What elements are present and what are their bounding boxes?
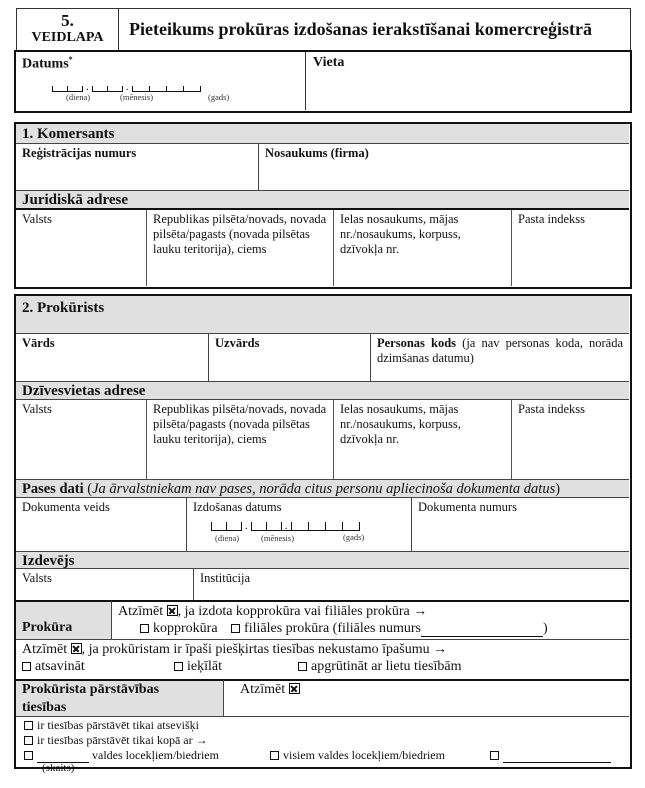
prokura-mark-pre: Atzīmēt — [118, 604, 167, 619]
other-checkbox[interactable] — [490, 751, 499, 760]
passport-note-close: ) — [555, 481, 561, 497]
registration-number-label: Reģistrācijas numurs — [22, 146, 137, 160]
residence-country-label: Valsts — [22, 402, 52, 416]
registration-number-field[interactable] — [16, 144, 259, 190]
separately-label: ir tiesības pārstāvēt tikai atsevišķi — [37, 718, 199, 732]
representation-options — [16, 716, 629, 774]
kopprokura-option[interactable] — [140, 621, 218, 636]
representation-mark-cell — [224, 679, 629, 716]
residence-postal-code-label: Pasta indekss — [518, 402, 586, 416]
property-rights-row — [16, 639, 629, 679]
prokura-label: Prokūra — [22, 620, 73, 635]
passport-note-open: ( — [83, 481, 93, 497]
prokura-mark-post: , ja izdota kopprokūra vai filiāles prokūra → — [177, 604, 428, 619]
all-board-checkbox[interactable] — [270, 751, 279, 760]
jointly-label: ir tiesības pārstāvēt tikai kopā ar → — [37, 733, 208, 747]
company-name-label: Nosaukums (firma) — [265, 146, 369, 160]
legal-address-city[interactable] — [147, 210, 334, 286]
residence-city[interactable] — [147, 400, 334, 479]
filiales-prokura-label: filiāles prokūra (filiāles numurs — [244, 621, 421, 636]
property-mark-post: , ja prokūristam ir īpaši piešķirtas tiesības nekustamo īpašumu → — [81, 642, 448, 657]
board-members-label: valdes locekļiem/biedriem — [92, 748, 219, 762]
section-2-title: 2. Prokūrists — [16, 296, 629, 334]
jointly-checkbox[interactable] — [24, 736, 33, 745]
personal-code-note: (ja nav personas koda, norāda dzimšanas datumu) — [377, 336, 623, 365]
residence-postal-code[interactable] — [512, 400, 629, 479]
document-type-field[interactable] — [16, 498, 187, 551]
personal-code-label: Personas kods — [377, 336, 457, 350]
legal-address-title: Juridiskā adrese — [16, 190, 629, 210]
prokura-options — [118, 620, 629, 637]
branch-number-input[interactable] — [421, 624, 543, 637]
checked-box-icon — [167, 605, 178, 616]
date-month-hint: (mēnesis) — [120, 92, 154, 102]
checked-box-icon — [71, 643, 82, 654]
form-title: Pieteikums prokūras izdošanas ierakstīšanai komercreģistrā — [129, 19, 592, 39]
kopprokura-label: kopprokūra — [153, 621, 218, 636]
issue-day-hint: (diena) — [215, 530, 239, 546]
issuer-institution-field[interactable] — [194, 569, 629, 600]
pledge-label: ieķīlāt — [187, 659, 222, 674]
document-number-label: Dokumenta numurs — [418, 500, 517, 514]
kopprokura-checkbox[interactable] — [140, 624, 149, 633]
legal-address-postal-code[interactable] — [512, 210, 629, 286]
date-input[interactable]: . . (diena) (mēnesis) (gads) — [52, 80, 282, 106]
first-name-label: Vārds — [22, 336, 55, 350]
last-name-label: Uzvārds — [215, 336, 260, 350]
issue-month-hint: (mēnesis) — [261, 530, 294, 546]
last-name-field[interactable] — [209, 334, 371, 381]
issue-date-input[interactable]: . . (diena) (mēnesis) (gads) — [211, 516, 411, 546]
form-number: 5. — [61, 11, 74, 30]
date-place-box — [14, 50, 632, 113]
form-header — [16, 8, 631, 51]
residence-street[interactable] — [334, 400, 512, 479]
street-label: Ielas nosaukums, mājas nr./nosaukums, korpuss, dzīvokļa nr. — [340, 212, 461, 256]
jointly-suboptions — [24, 748, 629, 774]
checked-box-icon — [289, 683, 300, 694]
prokura-close: ) — [542, 621, 548, 636]
legal-address-country[interactable] — [16, 210, 147, 286]
prokura-label-cell — [16, 600, 112, 639]
postal-code-label: Pasta indekss — [518, 212, 586, 226]
all-board-option[interactable] — [270, 748, 445, 763]
separately-checkbox[interactable] — [24, 721, 33, 730]
document-number-field[interactable] — [412, 498, 629, 551]
company-name-field[interactable] — [259, 144, 629, 190]
date-label-wrap — [22, 55, 73, 73]
form-number-cell — [17, 9, 119, 50]
section-komersants — [14, 122, 632, 289]
place-cell[interactable] — [307, 52, 627, 110]
city-label: Republikas pilsēta/novads, novada pilsēta/pagasts (novada pilsētas lauku teritorija), ciems — [153, 212, 327, 256]
date-cell[interactable] — [16, 52, 306, 110]
passport-title-row — [16, 479, 629, 498]
prokura-options-cell — [112, 600, 629, 639]
alienate-option[interactable] — [22, 658, 85, 675]
date-year-hint: (gads) — [208, 92, 230, 102]
issuer-title: Izdevējs — [16, 551, 629, 569]
date-label: Datums — [22, 56, 69, 72]
date-day-hint: (diena) — [66, 92, 91, 102]
residence-city-label: Republikas pilsēta/novads, novada pilsēta/pagasts (novada pilsētas lauku teritorija), ciems — [153, 402, 327, 446]
representation-label-cell — [16, 679, 224, 716]
issuer-country-label: Valsts — [22, 571, 52, 585]
property-options — [22, 658, 629, 676]
passport-note: Ja ārvalstniekam nav pases, norāda citus personu apliecinoša dokumenta datus — [92, 481, 556, 497]
passport-title: Pases dati — [22, 481, 84, 497]
representation-label: Prokūrista pārstāvības tiesības — [22, 682, 160, 715]
all-board-label: visiem valdes locekļiem/biedriem — [283, 748, 445, 762]
residence-street-label: Ielas nosaukums, mājas nr./nosaukums, korpuss, dzīvokļa nr. — [340, 402, 461, 446]
pledge-option[interactable] — [174, 658, 222, 675]
personal-code-field[interactable] — [371, 334, 629, 381]
filiales-prokura-checkbox[interactable] — [231, 624, 240, 633]
jointly-option[interactable] — [24, 733, 629, 748]
section-1-title: 1. Komersants — [16, 124, 629, 144]
issue-date-label: Izdošanas datums — [193, 500, 282, 514]
alienate-label: atsavināt — [35, 659, 85, 674]
property-mark-pre: Atzīmēt — [22, 642, 71, 657]
residence-country[interactable] — [16, 400, 147, 479]
legal-address-street[interactable] — [334, 210, 512, 286]
form-label: VEIDLAPA — [31, 30, 104, 45]
issue-year-hint: (gads) — [343, 532, 365, 542]
section-prokurists — [14, 294, 632, 774]
board-count-hint: (skaits) — [42, 762, 75, 774]
property-instruction — [22, 641, 629, 658]
alienate-checkbox[interactable] — [22, 662, 31, 671]
first-name-field[interactable] — [16, 334, 209, 381]
encumber-checkbox[interactable] — [298, 662, 307, 671]
document-type-label: Dokumenta veids — [22, 500, 110, 514]
encumber-option[interactable] — [298, 658, 461, 675]
separately-option[interactable] — [24, 718, 629, 733]
encumber-label: apgrūtināt ar lietu tiesībām — [311, 659, 462, 674]
place-label: Vieta — [313, 55, 345, 70]
representation-mark: Atzīmēt — [240, 682, 286, 697]
country-label: Valsts — [22, 212, 52, 226]
prokura-instruction — [118, 603, 629, 620]
other-option[interactable] — [490, 748, 611, 763]
issuer-institution-label: Institūcija — [200, 571, 250, 585]
date-asterisk: * — [68, 55, 73, 64]
board-count-checkbox[interactable] — [24, 751, 33, 760]
issuer-country-field[interactable] — [16, 569, 194, 600]
other-input[interactable] — [503, 751, 611, 763]
filiales-prokura-option[interactable] — [231, 621, 421, 636]
issue-date-field — [187, 498, 412, 551]
residence-address-title: Dzīvesvietas adrese — [16, 381, 629, 400]
pledge-checkbox[interactable] — [174, 662, 183, 671]
